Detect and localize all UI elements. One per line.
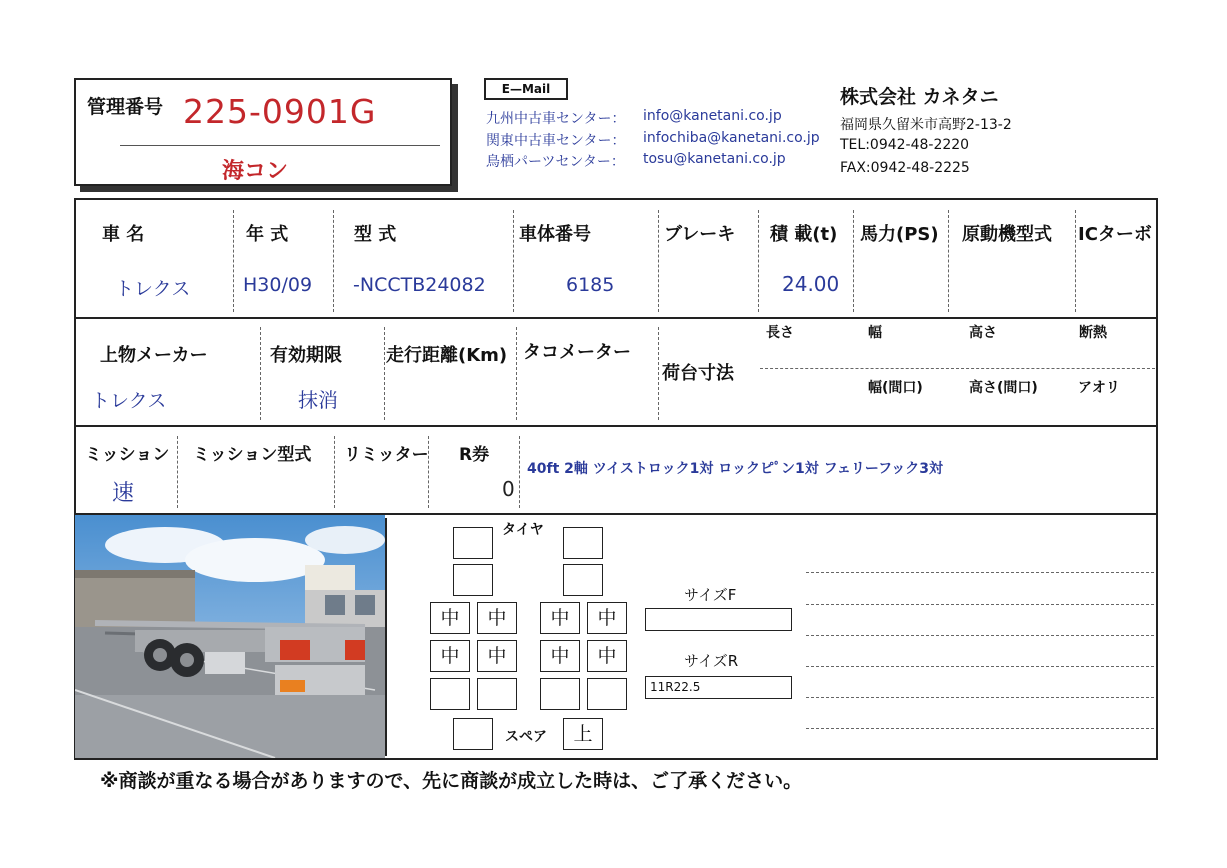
value-model: -NCCTB24082 [353, 274, 486, 296]
size-rear-field: 11R22.5 [645, 676, 792, 699]
column-divider [233, 210, 234, 312]
company-address: 福岡県久留米市高野2-13-2 [840, 117, 1012, 133]
bed-dimension-divider [760, 368, 1155, 369]
column-divider [177, 436, 178, 508]
label-chassis-number: 車体番号 [519, 224, 591, 245]
label-bed-length: 長さ [766, 325, 794, 341]
value-transmission: 速 [112, 481, 135, 506]
label-year: 年 式 [246, 224, 289, 245]
label-r-ticket: R券 [459, 445, 490, 465]
label-bed-dimensions: 荷台寸法 [662, 363, 734, 384]
spare-tire-slot: 上 [563, 718, 603, 750]
label-brake: ブレーキ [664, 224, 736, 245]
email-address[interactable]: tosu@kanetani.co.jp [643, 151, 786, 167]
tire-slot: 中 [587, 640, 627, 672]
column-divider [334, 436, 335, 508]
label-horsepower: 馬力(PS) [860, 224, 939, 245]
note-line [806, 635, 1154, 636]
trailer-photo-illustration [75, 515, 385, 758]
label-tachometer: タコメーター [523, 342, 631, 363]
column-divider [260, 327, 261, 420]
label-bed-height: 高さ [969, 325, 997, 341]
column-divider [758, 210, 759, 312]
tire-slot: 中 [477, 602, 517, 634]
management-number: 225-0901G [183, 92, 377, 131]
label-limiter: リミッター [344, 445, 429, 465]
tire-slot: 中 [540, 602, 580, 634]
row-divider [74, 317, 1158, 319]
email-center-label: 九州中古車センター： [486, 111, 626, 127]
email-contact-kyushu [486, 108, 782, 128]
tire-slot: 中 [587, 602, 627, 634]
tire-slot [430, 678, 470, 710]
value-load-capacity: 24.00 [782, 272, 840, 296]
email-center-label: 関東中古車センター： [486, 133, 626, 149]
note-line [806, 666, 1154, 667]
vehicle-photo [75, 515, 385, 758]
tire-slot: 中 [477, 640, 517, 672]
tire-slot [587, 678, 627, 710]
value-vehicle-name: トレクス [115, 278, 191, 300]
value-r-ticket: 0 [502, 477, 515, 501]
note-line [806, 604, 1154, 605]
email-contact-tosu [486, 151, 786, 171]
tire-slot [453, 527, 493, 559]
note-line [806, 697, 1154, 698]
tire-slot [453, 564, 493, 596]
label-bed-insulation: 断熱 [1079, 325, 1107, 341]
tire-slot [453, 718, 493, 750]
management-label: 管理番号 [87, 96, 164, 118]
label-ic-turbo: ICターボ [1078, 224, 1152, 245]
column-divider [658, 210, 659, 312]
email-address[interactable]: info@kanetani.co.jp [643, 108, 782, 124]
label-bed-opening-width: 幅(間口) [868, 380, 923, 396]
value-chassis-number: 6185 [566, 274, 615, 296]
note-line [806, 728, 1154, 729]
label-size-front: サイズF [684, 586, 737, 604]
footer-note: ※商談が重なる場合がありますので、先に商談が成立した時は、ご了承ください。 [100, 770, 803, 792]
column-divider [384, 327, 385, 420]
column-divider [513, 210, 514, 312]
label-bed-side-gate: アオリ [1078, 380, 1120, 396]
tire-slot [563, 527, 603, 559]
column-divider [516, 327, 517, 420]
size-front-field [645, 608, 792, 631]
photo-divider [385, 518, 387, 756]
value-body-maker: トレクス [91, 390, 167, 412]
tire-slot: 中 [430, 640, 470, 672]
label-vehicle-name: 車 名 [102, 224, 145, 245]
label-engine-model: 原動機型式 [962, 224, 1052, 245]
email-center-label: 鳥栖パーツセンター： [486, 154, 625, 170]
note-line [806, 572, 1154, 573]
tire-slot [563, 564, 603, 596]
row-divider [74, 425, 1158, 427]
label-load-capacity: 積 載(t) [770, 224, 838, 245]
label-tires: タイヤ [502, 522, 544, 538]
value-inspection-expiry: 抹消 [298, 388, 338, 412]
label-model: 型 式 [354, 224, 397, 245]
label-transmission-model: ミッション型式 [193, 445, 312, 465]
company-tel: TEL:0942-48-2220 [840, 137, 970, 153]
column-divider [853, 210, 854, 312]
label-body-maker: 上物メーカー [100, 345, 208, 366]
label-transmission: ミッション [85, 445, 170, 465]
tire-slot [540, 678, 580, 710]
tire-slot [477, 678, 517, 710]
label-size-rear: サイズR [684, 652, 739, 670]
email-heading: E—Mail [484, 78, 568, 100]
tire-slot: 中 [540, 640, 580, 672]
email-contact-kanto [486, 130, 820, 150]
email-address[interactable]: infochiba@kanetani.co.jp [643, 130, 820, 146]
column-divider [948, 210, 949, 312]
label-mileage: 走行距離(Km) [386, 345, 508, 366]
label-spare: スペア [505, 729, 547, 745]
column-divider [519, 436, 520, 508]
column-divider [1075, 210, 1076, 312]
company-name: 株式会社 カネタニ [840, 86, 999, 108]
vehicle-category: 海コン [222, 159, 289, 184]
column-divider [658, 327, 659, 420]
tire-slot: 中 [430, 602, 470, 634]
company-fax: FAX:0942-48-2225 [840, 160, 970, 176]
management-divider [120, 145, 440, 146]
value-year: H30/09 [243, 274, 313, 296]
label-bed-opening-height: 高さ(間口) [969, 380, 1038, 396]
label-inspection-expiry: 有効期限 [270, 345, 342, 366]
equipment-notes: 40ft 2軸 ツイストロック1対 ロックピﾟン1対 フェリーフック3対 [527, 461, 943, 477]
label-bed-width: 幅 [868, 325, 882, 341]
column-divider [333, 210, 334, 312]
